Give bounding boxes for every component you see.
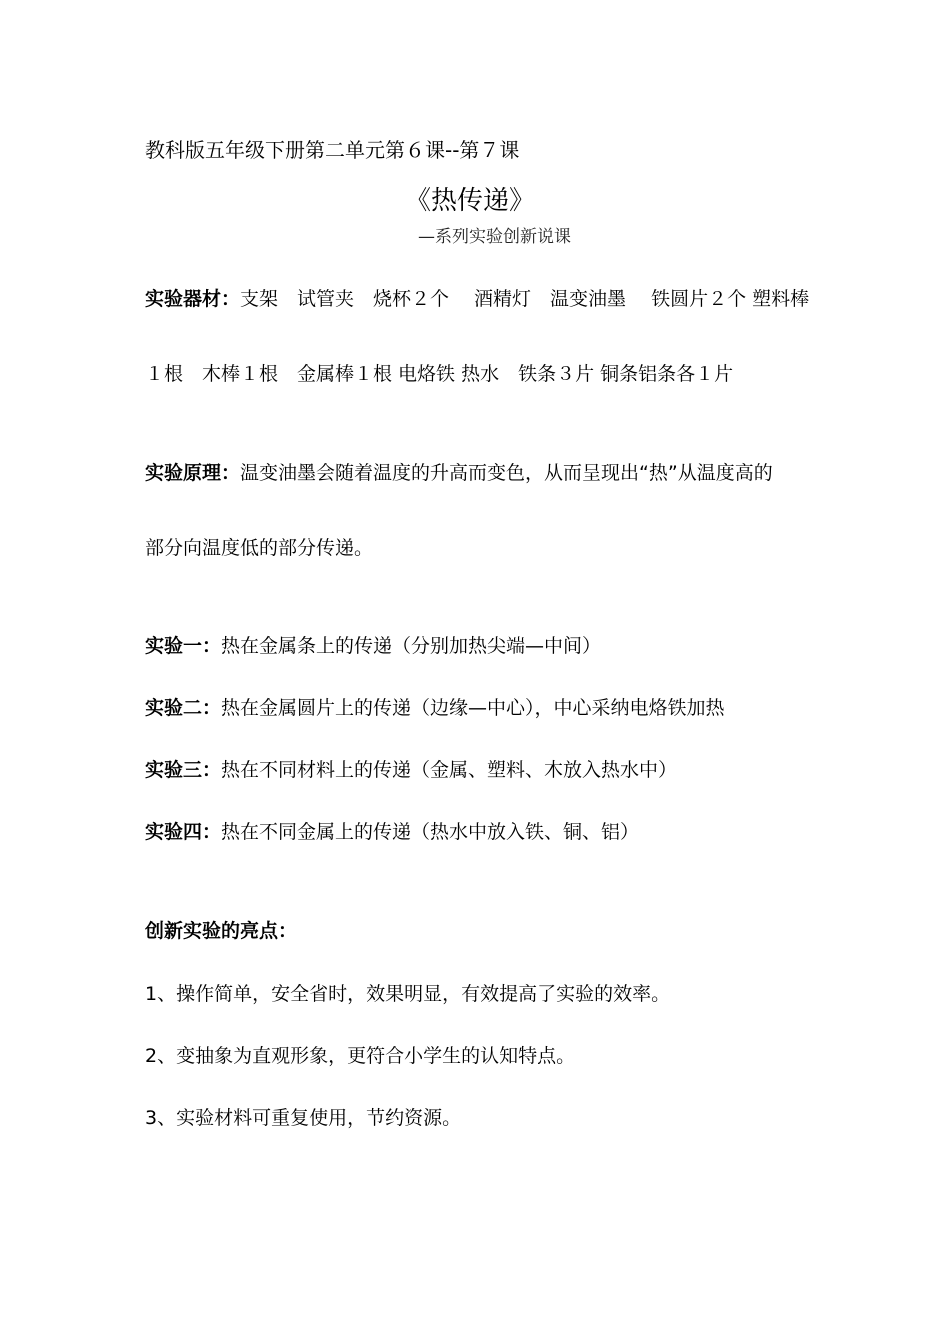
experiment-2 [145,696,725,720]
experiment-label: 实验三： [145,759,222,781]
experiment-4 [145,820,639,844]
experiment-text: 热在不同金属上的传递（热水中放入铁、铜、铝） [221,821,640,843]
principle-line-2: 部分向温度低的部分传递。 [145,537,374,559]
experiment-text: 热在不同材料上的传递（金属、塑料、木放入热水中） [221,759,678,781]
materials-label: 实验器材： [145,288,241,310]
experiment-label: 实验二： [145,697,222,719]
highlight-item-3: 3、实验材料可重复使用，节约资源。 [145,1107,462,1129]
document-subtitle: —系列实验创新说课 [418,227,571,247]
experiment-label: 实验四： [145,821,222,843]
highlight-item-2: 2、变抽象为直观形象，更符合小学生的认知特点。 [145,1045,576,1067]
highlights-heading: 创新实验的亮点： [145,920,298,942]
experiment-text: 热在金属条上的传递（分别加热尖端—中间） [221,635,602,657]
course-header-line: 教科版五年级下册第二单元第６课--第７课 [145,138,520,162]
principle-label: 实验原理： [145,462,241,484]
experiment-3 [145,758,677,782]
materials-text-1: 支架 试管夹 烧杯２个 酒精灯 温变油墨 铁圆片２个 塑料棒 [240,288,810,310]
experiment-1 [145,634,601,658]
document-title: 《热传递》 [405,186,536,216]
highlight-item-1: 1、操作简单，安全省时，效果明显，有效提高了实验的效率。 [145,983,671,1005]
materials-line-1 [145,287,809,311]
materials-line-2: １根 木棒１根 金属棒１根 电烙铁 热水 铁条３片 铜条铝条各１片 [145,363,734,385]
principle-line-1 [145,461,773,485]
experiment-text: 热在金属圆片上的传递（边缘—中心），中心采纳电烙铁加热 [221,697,725,719]
principle-text-1: 温变油墨会随着温度的升高而变色，从而呈现出“热”从温度高的 [240,462,773,484]
experiment-label: 实验一： [145,635,222,657]
